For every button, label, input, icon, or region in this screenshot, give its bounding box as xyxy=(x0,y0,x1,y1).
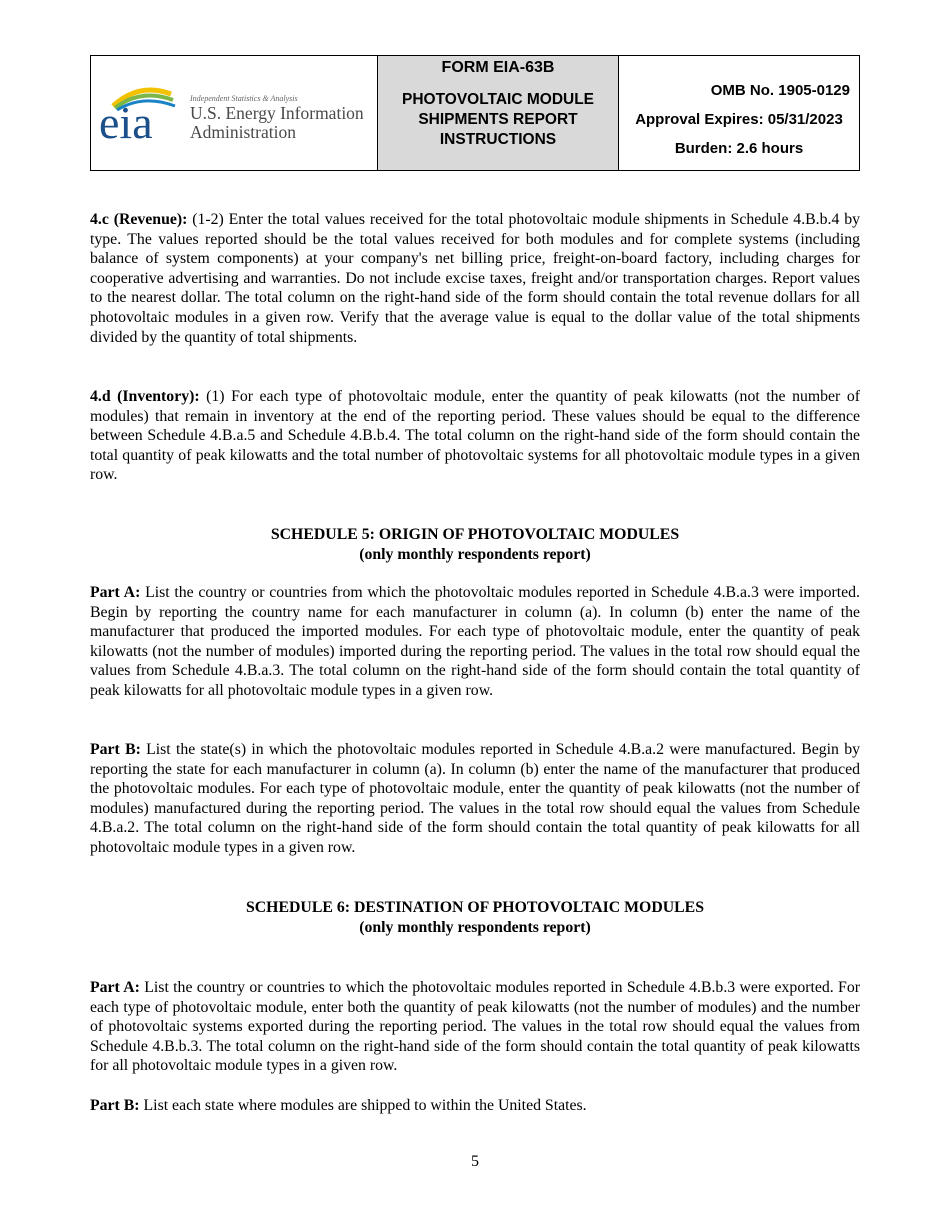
burden-hours: Burden: 2.6 hours xyxy=(674,140,804,157)
schedule6-subtitle: (only monthly respondents report) xyxy=(359,919,591,936)
schedule5-heading xyxy=(90,525,860,565)
schedule5-subtitle: (only monthly respondents report) xyxy=(359,546,591,563)
schedule5-part-a xyxy=(90,583,860,701)
schedule6-part-a-text: List the country or countries to which the photovoltaic modules reported in Schedule 4.B.b.3 were exported. For each type of photovoltaic module, enter both the quantity of peak kilowatts (not the number of modules) and the number of photovoltaic systems exported during the reporting period. The values in the total row should equal the values from Schedule 4.B.b.3. The total column on the right-hand side of the form should contain the total quantity of peak kilowatts for all photovoltaic module types in a given row. xyxy=(90,979,860,1075)
eia-logo-icon xyxy=(99,84,187,144)
form-title-line2: SHIPMENTS REPORT xyxy=(418,111,578,128)
schedule5-part-a-label: Part A: xyxy=(90,584,141,601)
agency-name-line2: Administration xyxy=(190,122,296,142)
agency-name-line1: U.S. Energy Information xyxy=(190,103,364,123)
agency-logo-cell xyxy=(91,56,378,170)
omb-number: OMB No. 1905-0129 xyxy=(710,82,850,99)
inventory-instructions xyxy=(90,387,860,485)
omb-info-cell xyxy=(619,56,859,170)
schedule5-title: SCHEDULE 5: ORIGIN OF PHOTOVOLTAIC MODULES xyxy=(270,526,680,543)
agency-tagline: Independent Statistics & Analysis xyxy=(190,94,298,103)
approval-expires: Approval Expires: 05/31/2023 xyxy=(635,111,843,128)
schedule6-part-b-label: Part B: xyxy=(90,1097,140,1114)
form-title-line3: INSTRUCTIONS xyxy=(439,131,557,148)
revenue-instructions xyxy=(90,210,860,347)
schedule6-part-a xyxy=(90,978,860,1076)
agency-name-block xyxy=(190,94,364,142)
form-title-line1: PHOTOVOLTAIC MODULE xyxy=(401,91,595,108)
schedule5-part-b xyxy=(90,740,860,858)
revenue-label: 4.c (Revenue): xyxy=(90,211,188,228)
page-number: 5 xyxy=(471,1153,479,1170)
form-number: FORM EIA-63B xyxy=(441,59,555,76)
inventory-label: 4.d (Inventory): xyxy=(90,388,200,405)
svg-text:eia: eia xyxy=(99,97,153,144)
revenue-text: (1-2) Enter the total values received for the total photovoltaic module shipments in Schedule 4.B.b.4 by type. The values reported should be the total values received for both modules and for complete systems (including balance of system components) at your company's net billing price, freight-on-board factory, including charges for cooperative advertising and warranties. Do not include excise taxes, freight and/or transportation charges. Report values to the nearest dollar. The total column on the right-hand side of the form should contain the total revenue dollars for all photovoltaic modules in a given row. Verify that the average value is equal to the dollar value of the total shipments divided by the quantity of total shipments. xyxy=(90,211,860,346)
schedule5-part-a-text: List the country or countries from which the photovoltaic modules reported in Schedule 4.B.a.3 were imported. Begin by reporting the country name for each manufacturer in column (a). In column (b) enter the name of the manufacturer that produced the imported modules. For each type of photovoltaic module, enter the quantity of peak kilowatts (not the number of modules) imported during the reporting period. The values in the total row should equal the values from Schedule 4.B.a.3. The total column on the right-hand side of the form should contain the total quantity of peak kilowatts for all photovoltaic module types in a given row. xyxy=(90,584,860,699)
schedule5-part-b-text: List the state(s) in which the photovoltaic modules reported in Schedule 4.B.a.2 were manufactured. Begin by reporting the state for each manufacturer in column (a). In column (b) enter the name of the manufacturer that produced the photovoltaic modules. For each type of photovoltaic module, enter the quantity of peak kilowatts (not the number of modules) manufactured during the reporting period. The values in the total row should equal the values from Schedule 4.B.a.2. The total column on the right-hand side of the form should contain the total quantity of peak kilowatts for all photovoltaic module types in a given row. xyxy=(90,741,860,856)
schedule6-part-a-label: Part A: xyxy=(90,979,140,996)
schedule6-part-b-text: List each state where modules are shipped to within the United States. xyxy=(143,1097,587,1114)
schedule5-part-b-label: Part B: xyxy=(90,741,141,758)
schedule6-heading xyxy=(90,898,860,938)
schedule6-title: SCHEDULE 6: DESTINATION OF PHOTOVOLTAIC MODULES xyxy=(245,899,705,916)
inventory-text: (1) For each type of photovoltaic module, enter the quantity of peak kilowatts (not the number of modules) that remain in inventory at the end of the reporting period. These values should be equal to the difference between Schedule 4.B.a.5 and Schedule 4.B.b.4. The total column on the right-hand side of the form should contain the total quantity of peak kilowatts and the total number of photovoltaic systems for all photovoltaic module types in a given row. xyxy=(90,388,860,484)
form-header xyxy=(90,55,860,171)
schedule6-part-b xyxy=(90,1096,860,1116)
form-title-cell xyxy=(378,56,619,170)
